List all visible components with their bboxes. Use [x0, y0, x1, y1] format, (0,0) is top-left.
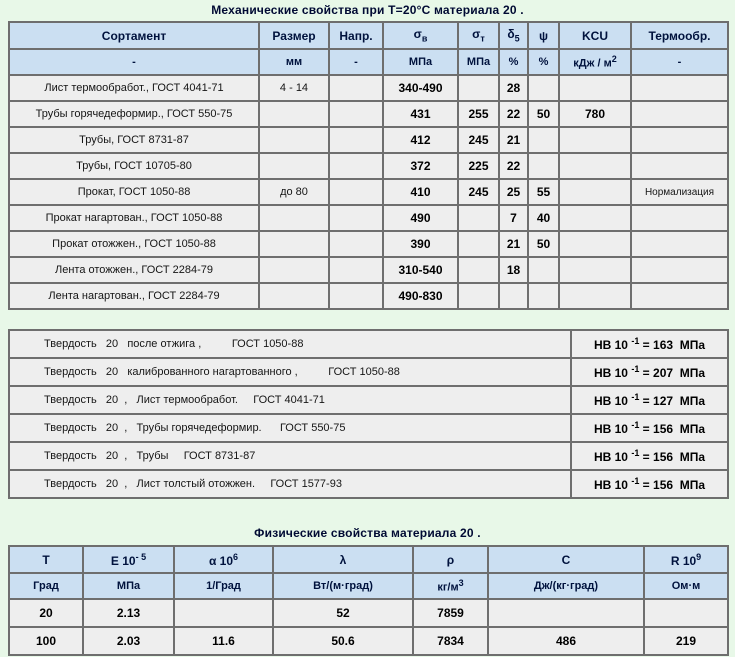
- phys-units-row: [9, 573, 728, 599]
- table-cell: [458, 75, 499, 101]
- table-cell: 780: [559, 101, 631, 127]
- hardness-label: Твердость 20 , Трубы ГОСТ 8731-87: [9, 442, 571, 470]
- col-header-kcu: KCU: [559, 22, 631, 49]
- hardness-label: Твердость 20 , Лист толстый отожжен. ГОСТ 1577-93: [9, 470, 571, 498]
- hardness-value: HB 10 $^{-1}$ = 156 МПа: [571, 414, 728, 442]
- table-cell: [559, 205, 631, 231]
- table-cell: 490-830: [383, 283, 458, 309]
- table-cell: [174, 599, 273, 627]
- col-header-napr: Напр.: [329, 22, 383, 49]
- table-cell: [528, 153, 559, 179]
- table-cell: [259, 153, 329, 179]
- table-cell: [329, 231, 383, 257]
- unit-cell: %: [528, 49, 559, 75]
- hardness-label: Твердость 20 , Лист термообработ. ГОСТ 4041-71: [9, 386, 571, 414]
- table-cell: [559, 127, 631, 153]
- table-cell: [259, 101, 329, 127]
- col-header-temp: Т: [9, 546, 83, 573]
- table-cell: 410: [383, 179, 458, 205]
- table-cell: Трубы горячедеформир., ГОСТ 550-75: [9, 101, 259, 127]
- table-cell: 310-540: [383, 257, 458, 283]
- table-cell: 219: [644, 627, 728, 655]
- col-header-e-modulus: Е $10^{- 5}$: [83, 546, 174, 573]
- table-cell: [559, 231, 631, 257]
- table-cell: 255: [458, 101, 499, 127]
- table-cell: 22: [499, 153, 528, 179]
- table-cell: [631, 75, 728, 101]
- unit-cell: Вт/(м·град): [273, 573, 413, 599]
- unit-cell: -: [631, 49, 728, 75]
- unit-cell: -: [9, 49, 259, 75]
- table-cell: [631, 153, 728, 179]
- hardness-row: [9, 470, 728, 498]
- hardness-row: [9, 330, 728, 358]
- col-header-psi: ψ: [528, 22, 559, 49]
- table-cell: [528, 127, 559, 153]
- mech-properties-title: Механические свойства при Т=20°С материала 20 .: [211, 3, 524, 17]
- table-cell: Трубы, ГОСТ 10705-80: [9, 153, 259, 179]
- table-cell: 412: [383, 127, 458, 153]
- table-cell: [644, 599, 728, 627]
- col-header-razmer: Размер: [259, 22, 329, 49]
- hardness-label: Твердость 20 после отжига , ГОСТ 1050-88: [9, 330, 571, 358]
- table-cell: [458, 231, 499, 257]
- unit-cell: МПа: [458, 49, 499, 75]
- table-cell: 390: [383, 231, 458, 257]
- unit-cell: Ом·м: [644, 573, 728, 599]
- table-cell: 340-490: [383, 75, 458, 101]
- table-cell: 7859: [413, 599, 488, 627]
- table-cell: [631, 205, 728, 231]
- table-cell: 25: [499, 179, 528, 205]
- page: [0, 3, 735, 657]
- table-cell: [329, 75, 383, 101]
- hardness-table: [8, 329, 729, 499]
- unit-cell: Дж/(кг·град): [488, 573, 644, 599]
- mech-data-row: [9, 231, 728, 257]
- table-cell: [631, 257, 728, 283]
- table-cell: [458, 257, 499, 283]
- table-cell: [559, 75, 631, 101]
- mech-data-row: [9, 101, 728, 127]
- table-cell: [559, 257, 631, 283]
- table-cell: 2.13: [83, 599, 174, 627]
- hardness-value: HB 10 $^{-1}$ = 207 МПа: [571, 358, 728, 386]
- col-header-sigma-v: $\sigma_в$: [383, 22, 458, 49]
- table-cell: 431: [383, 101, 458, 127]
- table-cell: [631, 283, 728, 309]
- unit-cell: мм: [259, 49, 329, 75]
- table-cell: [631, 231, 728, 257]
- table-cell: [259, 205, 329, 231]
- unit-cell: %: [499, 49, 528, 75]
- col-header-sigma-t: $\sigma_т$: [458, 22, 499, 49]
- hardness-row: [9, 442, 728, 470]
- col-header-rho: ρ: [413, 546, 488, 573]
- table-cell: Нормализация: [631, 179, 728, 205]
- table-cell: [559, 283, 631, 309]
- mech-data-row: [9, 257, 728, 283]
- phys-properties-title: Физические свойства материала 20 .: [254, 526, 481, 540]
- table-cell: 21: [499, 127, 528, 153]
- mech-data-row: [9, 153, 728, 179]
- phys-properties-table: [8, 545, 729, 656]
- table-cell: Лента нагартован., ГОСТ 2284-79: [9, 283, 259, 309]
- hardness-value: HB 10 $^{-1}$ = 156 МПа: [571, 470, 728, 498]
- table-cell: [528, 257, 559, 283]
- hardness-value: HB 10 $^{-1}$ = 163 МПа: [571, 330, 728, 358]
- phys-data-row: [9, 627, 728, 655]
- table-cell: [559, 153, 631, 179]
- col-header-delta5: $\delta_5$: [499, 22, 528, 49]
- hardness-row: [9, 358, 728, 386]
- mech-header-row: [9, 22, 728, 49]
- phys-header-row: [9, 546, 728, 573]
- table-cell: 21: [499, 231, 528, 257]
- table-cell: до 80: [259, 179, 329, 205]
- mech-data-row: [9, 283, 728, 309]
- table-cell: 50: [528, 231, 559, 257]
- unit-cell: кДж / $м^2$: [559, 49, 631, 75]
- hardness-value: HB 10 $^{-1}$ = 127 МПа: [571, 386, 728, 414]
- table-cell: [329, 205, 383, 231]
- unit-cell: 1/Град: [174, 573, 273, 599]
- table-cell: [329, 153, 383, 179]
- table-cell: 28: [499, 75, 528, 101]
- mech-data-row: [9, 179, 728, 205]
- unit-cell: -: [329, 49, 383, 75]
- table-cell: 225: [458, 153, 499, 179]
- table-cell: [259, 231, 329, 257]
- unit-cell: Град: [9, 573, 83, 599]
- col-header-lambda: λ: [273, 546, 413, 573]
- hardness-row: [9, 414, 728, 442]
- hardness-row: [9, 386, 728, 414]
- col-header-c-heat: С: [488, 546, 644, 573]
- table-cell: [631, 101, 728, 127]
- table-cell: 50: [528, 101, 559, 127]
- table-cell: [329, 101, 383, 127]
- table-cell: 245: [458, 127, 499, 153]
- table-cell: 2.03: [83, 627, 174, 655]
- table-cell: 11.6: [174, 627, 273, 655]
- table-cell: [559, 179, 631, 205]
- unit-cell: $кг/м^3$: [413, 573, 488, 599]
- table-cell: [488, 599, 644, 627]
- table-cell: [329, 283, 383, 309]
- table-cell: Прокат, ГОСТ 1050-88: [9, 179, 259, 205]
- table-cell: 7834: [413, 627, 488, 655]
- table-cell: 372: [383, 153, 458, 179]
- table-cell: Лента отожжен., ГОСТ 2284-79: [9, 257, 259, 283]
- mech-data-row: [9, 75, 728, 101]
- table-cell: 245: [458, 179, 499, 205]
- unit-cell: МПа: [383, 49, 458, 75]
- table-cell: 100: [9, 627, 83, 655]
- table-cell: Прокат отожжен., ГОСТ 1050-88: [9, 231, 259, 257]
- table-cell: [499, 283, 528, 309]
- table-cell: 40: [528, 205, 559, 231]
- hardness-label: Твердость 20 , Трубы горячедеформир. ГОСТ 550-75: [9, 414, 571, 442]
- table-cell: [458, 283, 499, 309]
- mech-units-row: [9, 49, 728, 75]
- table-cell: [631, 127, 728, 153]
- table-cell: 55: [528, 179, 559, 205]
- unit-cell: МПа: [83, 573, 174, 599]
- table-cell: Лист термообработ., ГОСТ 4041-71: [9, 75, 259, 101]
- mech-data-row: [9, 127, 728, 153]
- mech-properties-table: [8, 21, 729, 310]
- table-cell: [259, 257, 329, 283]
- table-cell: [329, 127, 383, 153]
- table-cell: 18: [499, 257, 528, 283]
- table-cell: [458, 205, 499, 231]
- table-cell: 50.6: [273, 627, 413, 655]
- table-cell: 20: [9, 599, 83, 627]
- table-cell: [259, 127, 329, 153]
- hardness-value: HB 10 $^{-1}$ = 156 МПа: [571, 442, 728, 470]
- col-header-sortament: Сортамент: [9, 22, 259, 49]
- table-cell: Прокат нагартован., ГОСТ 1050-88: [9, 205, 259, 231]
- table-cell: 4 - 14: [259, 75, 329, 101]
- table-cell: [329, 257, 383, 283]
- table-cell: [528, 283, 559, 309]
- phys-data-row: [9, 599, 728, 627]
- col-header-alpha: α $10^6$: [174, 546, 273, 573]
- table-cell: 490: [383, 205, 458, 231]
- table-cell: [259, 283, 329, 309]
- table-cell: Трубы, ГОСТ 8731-87: [9, 127, 259, 153]
- col-header-termoobr: Термообр.: [631, 22, 728, 49]
- table-cell: 52: [273, 599, 413, 627]
- table-cell: [528, 75, 559, 101]
- mech-data-row: [9, 205, 728, 231]
- table-cell: 7: [499, 205, 528, 231]
- hardness-label: Твердость 20 калиброванного нагартованного , ГОСТ 1050-88: [9, 358, 571, 386]
- col-header-r-resist: R $10^9$: [644, 546, 728, 573]
- table-cell: [329, 179, 383, 205]
- table-cell: 22: [499, 101, 528, 127]
- table-cell: 486: [488, 627, 644, 655]
